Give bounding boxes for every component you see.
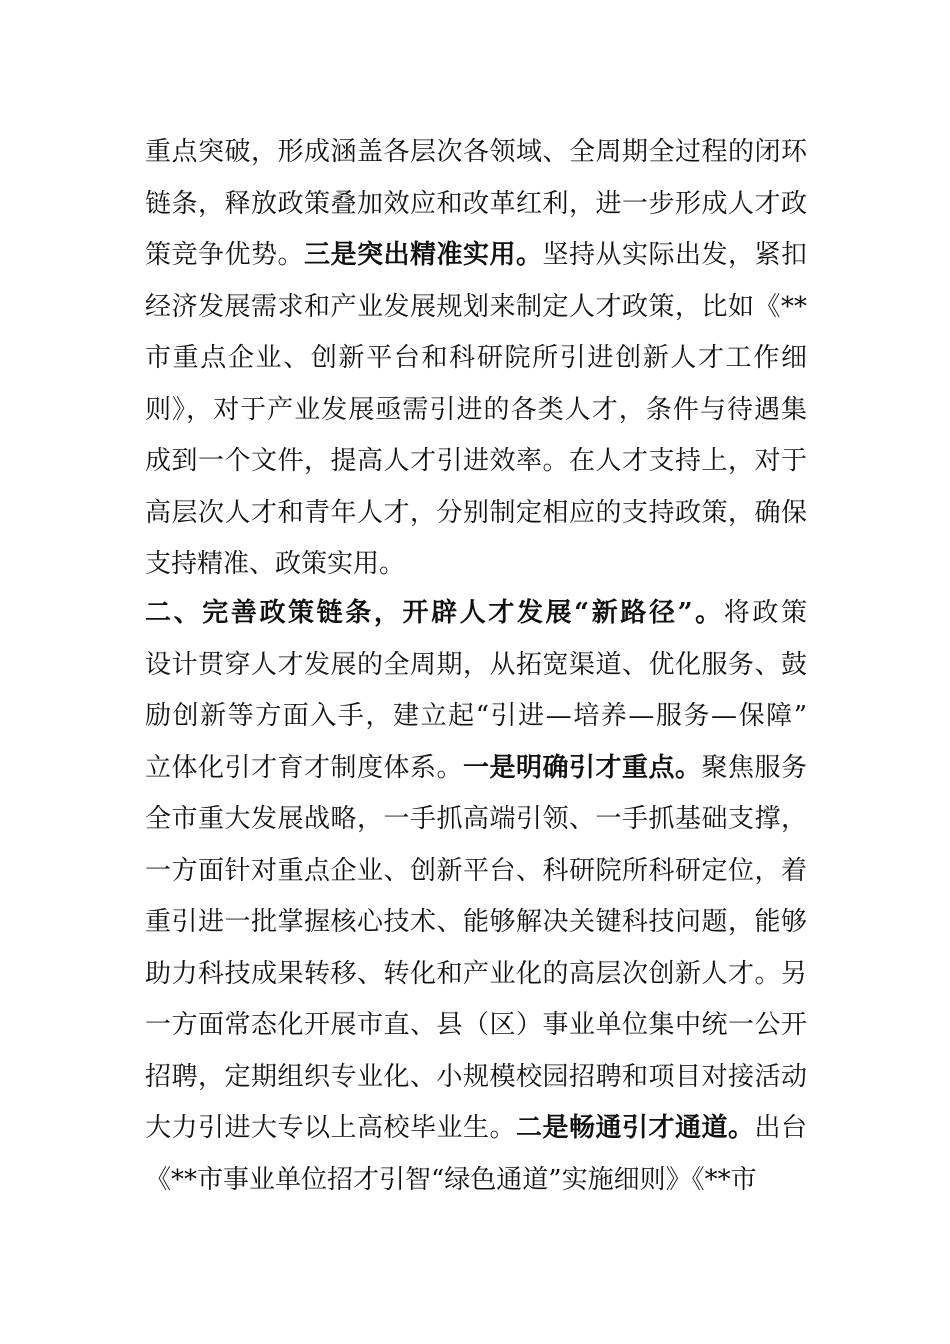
text-line [145, 1052, 807, 1104]
text-line [145, 897, 807, 949]
body-text: 聚焦服务 [701, 752, 807, 783]
text-line [145, 385, 807, 437]
text-line [145, 539, 807, 591]
body-text: 高层次人才和青年人才，分别制定相应的支持政策，确保 [145, 497, 807, 528]
body-text: 设计贯穿人才发展的全周期，从拓宽渠道、优化服务、鼓 [145, 649, 807, 680]
text-line [145, 794, 807, 846]
text-line [145, 436, 807, 488]
body-text: 《**市事业单位招才引智“绿色通道”实施细则》《**市 [145, 1164, 757, 1195]
body-text: 将政策 [723, 598, 807, 628]
body-text: 坚持从实际出发，紧扣 [542, 240, 807, 270]
text-line [145, 1155, 807, 1207]
body-text: 支持精准、政策实用。 [145, 549, 406, 579]
text-line [145, 846, 807, 898]
text-line [145, 743, 807, 795]
text-line [145, 179, 807, 231]
body-text: 全市重大发展战略，一手抓高端引领、一手抓基础支撑， [145, 804, 807, 834]
body-text: 策竞争优势。 [145, 240, 304, 270]
text-line [145, 127, 807, 179]
body-text: 招聘，定期组织专业化、小规模校园招聘和项目对接活动 [145, 1061, 807, 1092]
text-line [145, 230, 807, 282]
body-text: 成到一个文件，提高人才引进效率。在人才支持上，对于 [145, 446, 807, 476]
text-line [145, 640, 807, 692]
text-line [145, 282, 807, 334]
bold-heading-text: 三是突出精准实用。 [304, 240, 543, 270]
body-text: 市重点企业、创新平台和科研院所引进创新人才工作细 [145, 343, 807, 373]
bold-heading-text: 一是明确引才重点。 [462, 752, 702, 783]
body-text: 一方面针对重点企业、创新平台、科研院所科研定位，着 [145, 855, 807, 886]
text-line [145, 691, 807, 743]
body-text: 链条，释放政策叠加效应和改革红利，进一步形成人才政 [145, 188, 807, 219]
paragraph-1 [145, 127, 807, 591]
body-text: 重点突破，形成涵盖各层次各领域、全周期全过程的闭环 [145, 137, 807, 167]
text-line [145, 333, 807, 385]
body-text: 一方面常态化开展市直、县（区）事业单位集中统一公开 [145, 1010, 807, 1040]
body-text: 励创新等方面入手，建立起“引进—培养—服务—保障” [145, 701, 807, 731]
body-text: 则》，对于产业发展亟需引进的各类人才，条件与待遇集 [145, 394, 807, 425]
body-text: 大力引进大专以上高校毕业生。 [145, 1113, 516, 1143]
bold-heading-text: 二是畅通引才通道。 [515, 1113, 755, 1143]
body-text: 助力科技成果转移、转化和产业化的高层次创新人才。另 [145, 958, 807, 989]
text-line [145, 1103, 807, 1155]
text-line [145, 1000, 807, 1052]
body-text: 经济发展需求和产业发展规划来制定人才政策，比如《** [145, 291, 807, 322]
bold-heading-text: 二、完善政策链条，开辟人才发展“新路径”。 [145, 598, 724, 628]
text-line [145, 949, 807, 1001]
body-text: 出台 [754, 1113, 807, 1143]
body-text: 立体化引才育才制度体系。 [145, 752, 463, 783]
body-text: 重引进一批掌握核心技术、能够解决关键科技问题，能够 [145, 907, 807, 937]
text-line [145, 488, 807, 540]
paragraph-2 [145, 588, 807, 1206]
text-line [145, 588, 807, 640]
